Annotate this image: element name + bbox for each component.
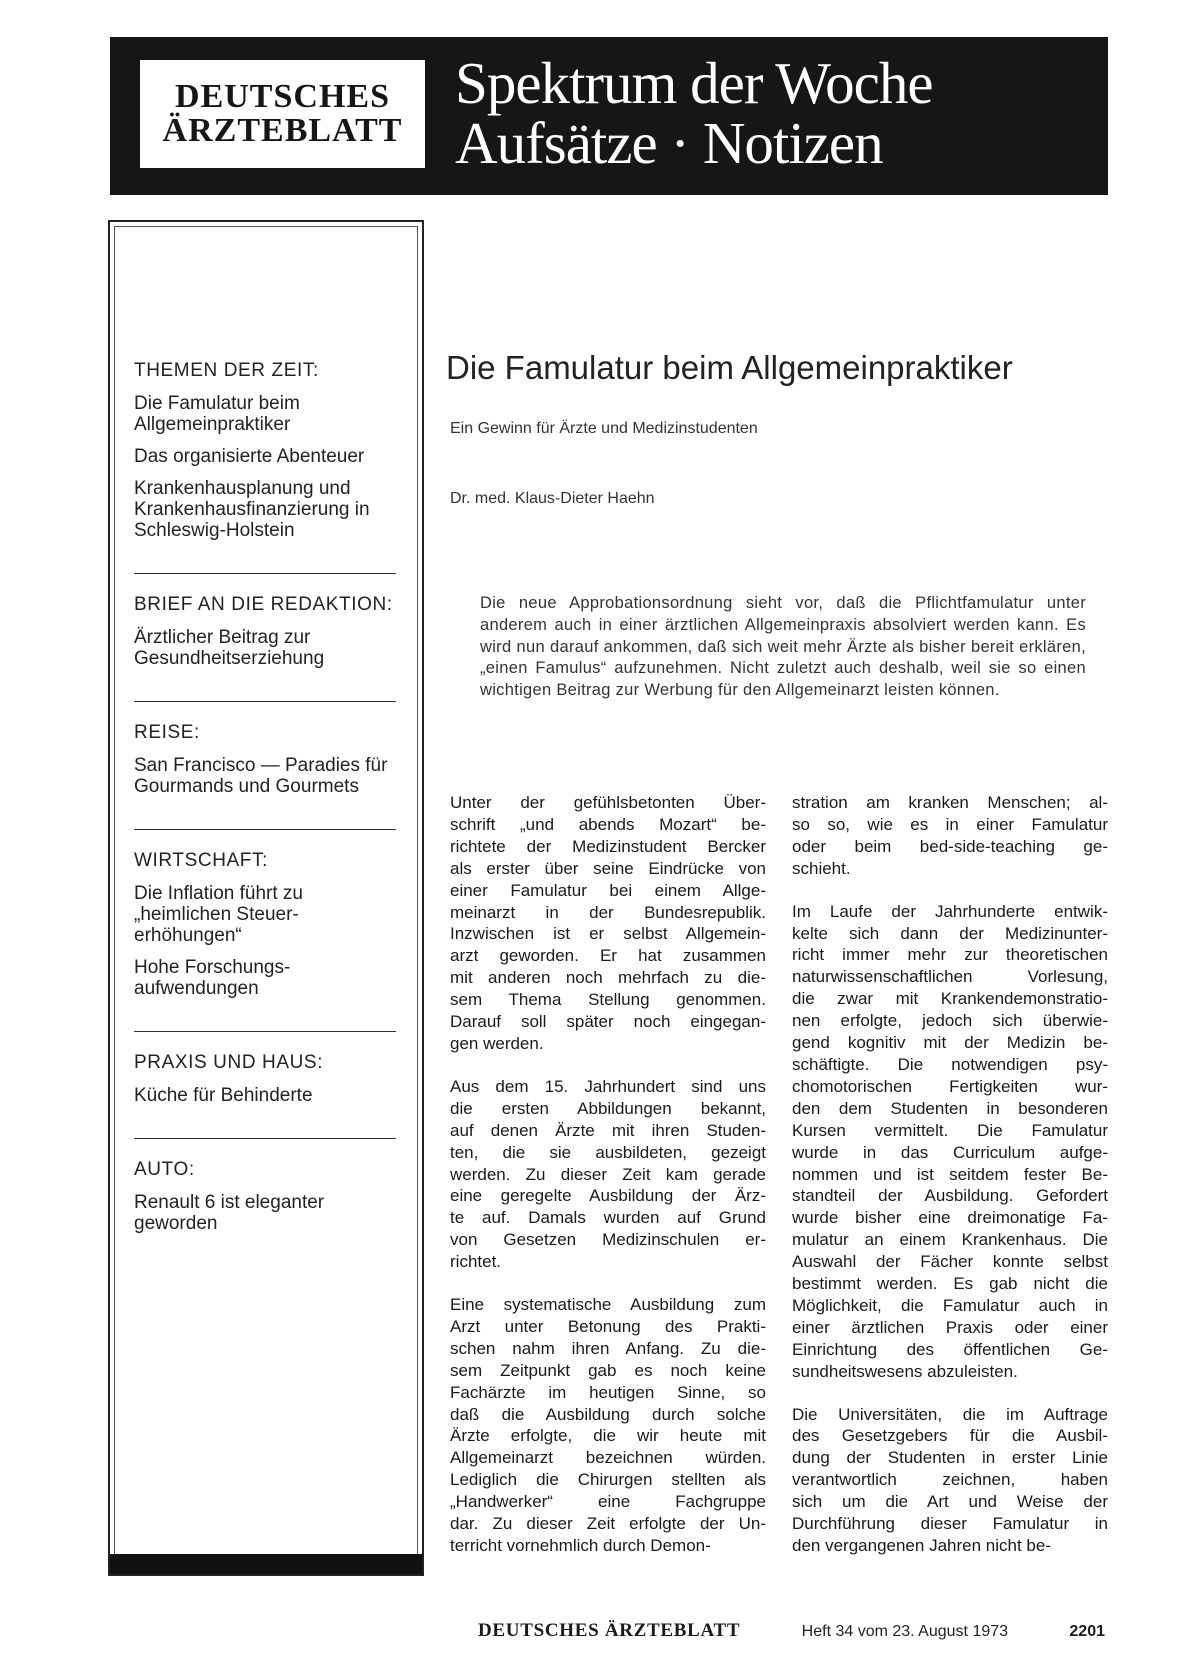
text-line: mit anderen noch mehrfach zu die- [450,968,766,988]
sidebar-section-heading: THEMEN DER ZEIT: [134,360,319,381]
sidebar-item: Hohe Forschungs-aufwendungen [134,957,291,999]
text-line: richtet. [450,1252,502,1272]
header-banner [110,37,1108,195]
text-line: schen nahm ihren Anfang. Zu die- [450,1338,766,1358]
text-line: von Gesetzen Medizinschulen er- [450,1230,766,1250]
text-line: mulatur an einem Krankenhaus. Die [792,1230,1108,1250]
sidebar-item: Das organisierte Abenteuer [134,446,365,467]
sidebar-divider [134,573,396,574]
sidebar-item: Renault 6 ist eleganter geworden [134,1192,325,1234]
article-paragraph [450,792,766,1055]
text-line: Die Universitäten, die im Auftrage [792,1404,1108,1424]
sidebar-section [134,722,396,821]
text-line: bestimmt werden. Es gab nicht die [792,1274,1108,1294]
text-line: schieht. [792,858,851,878]
text-line: Fachärzte im heutigen Sinne, so [450,1382,766,1402]
text-line: nommen und ist seitdem fester Be- [792,1164,1108,1184]
text-line: Kursen vermittelt. Die Famulatur [792,1120,1108,1140]
section-title-line-1: Spektrum der Woche [455,50,933,116]
text-line: des Gesetzgebers für die Ausbil- [792,1426,1108,1446]
text-line: arzt geworden. Er hat zusammen [450,946,766,966]
text-line: Arzt unter Betonung des Prakti- [450,1316,766,1336]
text-line: oder beim bed-side-teaching ge- [792,836,1108,856]
section-title [455,50,933,176]
text-line: chomotorischen Fertigkeiten wur- [792,1076,1108,1096]
sidebar-section-heading: REISE: [134,722,200,743]
text-line: die zwar mit Krankendemonstratio- [792,989,1108,1009]
text-line: gen werden. [450,1033,544,1053]
text-line: dar. Zu dieser Zeit erfolgte der Un- [450,1514,766,1534]
text-line: richtete der Medizinstudent Bercker [450,836,766,856]
text-line: sich um die Art und Weise der [792,1492,1108,1512]
logo-line-2: ÄRZTEBLATT [162,112,403,149]
text-line: naturwissenschaftlichen Vorlesung, [792,967,1108,987]
text-line: Allgemeinarzt bezeichnen würden. [450,1448,766,1468]
article-paragraph [792,792,1108,880]
page-number: 2201 [1069,1623,1105,1640]
text-line: Möglichkeit, die Famulatur auch in [792,1295,1108,1315]
sidebar-divider [134,701,396,702]
sidebar-item: Krankenhausplanung und Krankenhausfinanzierung in Schleswig-Holstein [134,478,370,541]
article-author: Dr. med. Klaus-Dieter Haehn [450,490,655,507]
text-line: Einrichtung des öffentlichen Ge- [792,1339,1108,1359]
text-line: Darauf soll später noch eingegan- [450,1012,766,1032]
article-paragraph [792,901,1108,1383]
text-line: einer ärztlichen Praxis oder einer [792,1317,1108,1337]
text-line: eine geregelte Ausbildung der Ärz- [450,1186,766,1206]
page-footer [478,1620,1105,1642]
sidebar-section-heading: AUTO: [134,1159,195,1180]
footer-journal-name: DEUTSCHES ÄRZTEBLATT [478,1620,741,1641]
text-line: daß die Ausbildung durch solche [450,1404,766,1424]
article-column-1 [450,792,766,1578]
sidebar-item: Die Famulatur beim Allgemeinpraktiker [134,393,300,435]
sidebar-footer-bar [110,1554,422,1574]
text-line: schäftigte. Die notwendigen psy- [792,1054,1108,1074]
text-line: Ärzte erfolgte, die wir heute mit [450,1426,766,1446]
sidebar-section [134,1052,396,1130]
sidebar-section-heading: BRIEF AN DIE REDAKTION: [134,594,393,615]
text-line: Aus dem 15. Jahrhundert sind uns [450,1076,766,1096]
sidebar-section-heading: WIRTSCHAFT: [134,850,268,871]
text-line: kelte sich dann der Medizinunter- [792,923,1108,943]
text-line: Durchführung dieser Famulatur in [792,1514,1108,1534]
sidebar-divider [134,1031,396,1032]
sidebar-divider [134,1138,396,1139]
text-line: stration am kranken Menschen; al- [792,793,1108,812]
text-line: auf denen Ärzte mit ihren Studen- [450,1120,766,1140]
text-line: Auswahl der Fächer konnte selbst [792,1252,1108,1272]
text-line: nen erfolgte, jedoch sich überwie- [792,1011,1108,1031]
article-paragraph [792,1404,1108,1557]
text-line: werden. Zu dieser Zeit kam gerade [450,1164,766,1184]
text-line: gend kognitiv mit der Medizin be- [792,1033,1108,1053]
text-line: verantwortlich zeichnen, haben [792,1470,1108,1490]
sidebar-section [134,594,396,693]
text-line: Lediglich die Chirurgen stellten als [450,1470,766,1490]
sidebar-section [134,1159,396,1258]
text-line: als erster über seine Eindrücke von [450,858,766,878]
text-line: „Handwerker“ eine Fachgruppe [450,1492,766,1512]
text-line: einer Famulatur bei einem Allge- [450,880,766,900]
sidebar-section [134,360,396,565]
text-line: wurde bisher eine dreimonatige Fa- [792,1208,1108,1228]
text-line: so so, wie es in einer Famulatur [792,814,1108,834]
text-line: sem Zeitpunkt gab es noch keine [450,1360,766,1380]
text-line: te auf. Damals wurden auf Grund [450,1208,766,1228]
article-lead: Die neue Approbationsordnung sieht vor, daß die Pflichtfamulatur unter anderem auch in einer ärztlichen Allgemeinpraxis absolviert werden kann. Es wird nun darauf ankommen, daß sich weit mehr Ärzte als bisher bereit erklären, „einen Famulus“ aufzunehmen. Nicht zuletzt auch deshalb, weil sie so einen wichtigen Beitrag zur Werbung für den Allgemeinarzt leisten können. [480,594,1086,700]
text-line: dung der Studenten in erster Linie [792,1448,1108,1468]
text-line: schrift „und abends Mozart“ be- [450,814,766,834]
text-line: Unter der gefühlsbetonten Über- [450,793,766,812]
contents-sidebar [108,220,424,1576]
sidebar-item: San Francisco — Paradies für Gourmands und Gourmets [134,755,388,797]
text-line: den dem Studenten in besonderen [792,1098,1108,1118]
text-line: Eine systematische Ausbildung zum [450,1295,766,1315]
text-line: Im Laufe der Jahrhunderte entwik- [792,901,1108,921]
text-line: sundheitswesens abzuleisten. [792,1361,1018,1381]
text-line: die ersten Abbildungen bekannt, [450,1098,766,1118]
logo-line-1: DEUTSCHES [175,78,390,115]
sidebar-section-heading: PRAXIS UND HAUS: [134,1052,324,1073]
text-line: sem Thema Stellung genommen. [450,990,766,1010]
text-line: meinarzt in der Bundesrepublik. [450,902,766,922]
footer-issue: Heft 34 vom 23. August 1973 [801,1623,1009,1640]
journal-logo [140,60,425,168]
article-column-2 [792,792,1108,1578]
sidebar-divider [134,829,396,830]
article-paragraph [450,1294,766,1557]
text-line: ten, die sie ausbildeten, gezeigt [450,1142,766,1162]
sidebar-item: Die Inflation führt zu „heimlichen Steuer-erhöhungen“ [134,883,303,946]
text-line: den vergangenen Jahren nicht be- [792,1536,1051,1555]
text-line: terricht vornehmlich durch Demon- [450,1536,711,1555]
text-line: wurde in das Curriculum aufge- [792,1142,1108,1162]
article-paragraph [450,1076,766,1273]
article-subtitle: Ein Gewinn für Ärzte und Medizinstudenten [450,420,758,437]
article-title: Die Famulatur beim Allgemeinpraktiker [446,349,1013,386]
text-line: Inzwischen ist er selbst Allgemein- [450,924,766,944]
section-title-line-2: Aufsätze · Notizen [455,110,883,176]
text-line: richt immer mehr zur theoretischen [792,945,1108,965]
sidebar-contents [134,360,396,1258]
sidebar-item: Ärztlicher Beitrag zur Gesundheitserziehung [134,627,325,669]
text-line: standteil der Ausbildung. Gefordert [792,1186,1108,1206]
sidebar-item: Küche für Behinderte [134,1085,313,1106]
sidebar-section [134,850,396,1023]
